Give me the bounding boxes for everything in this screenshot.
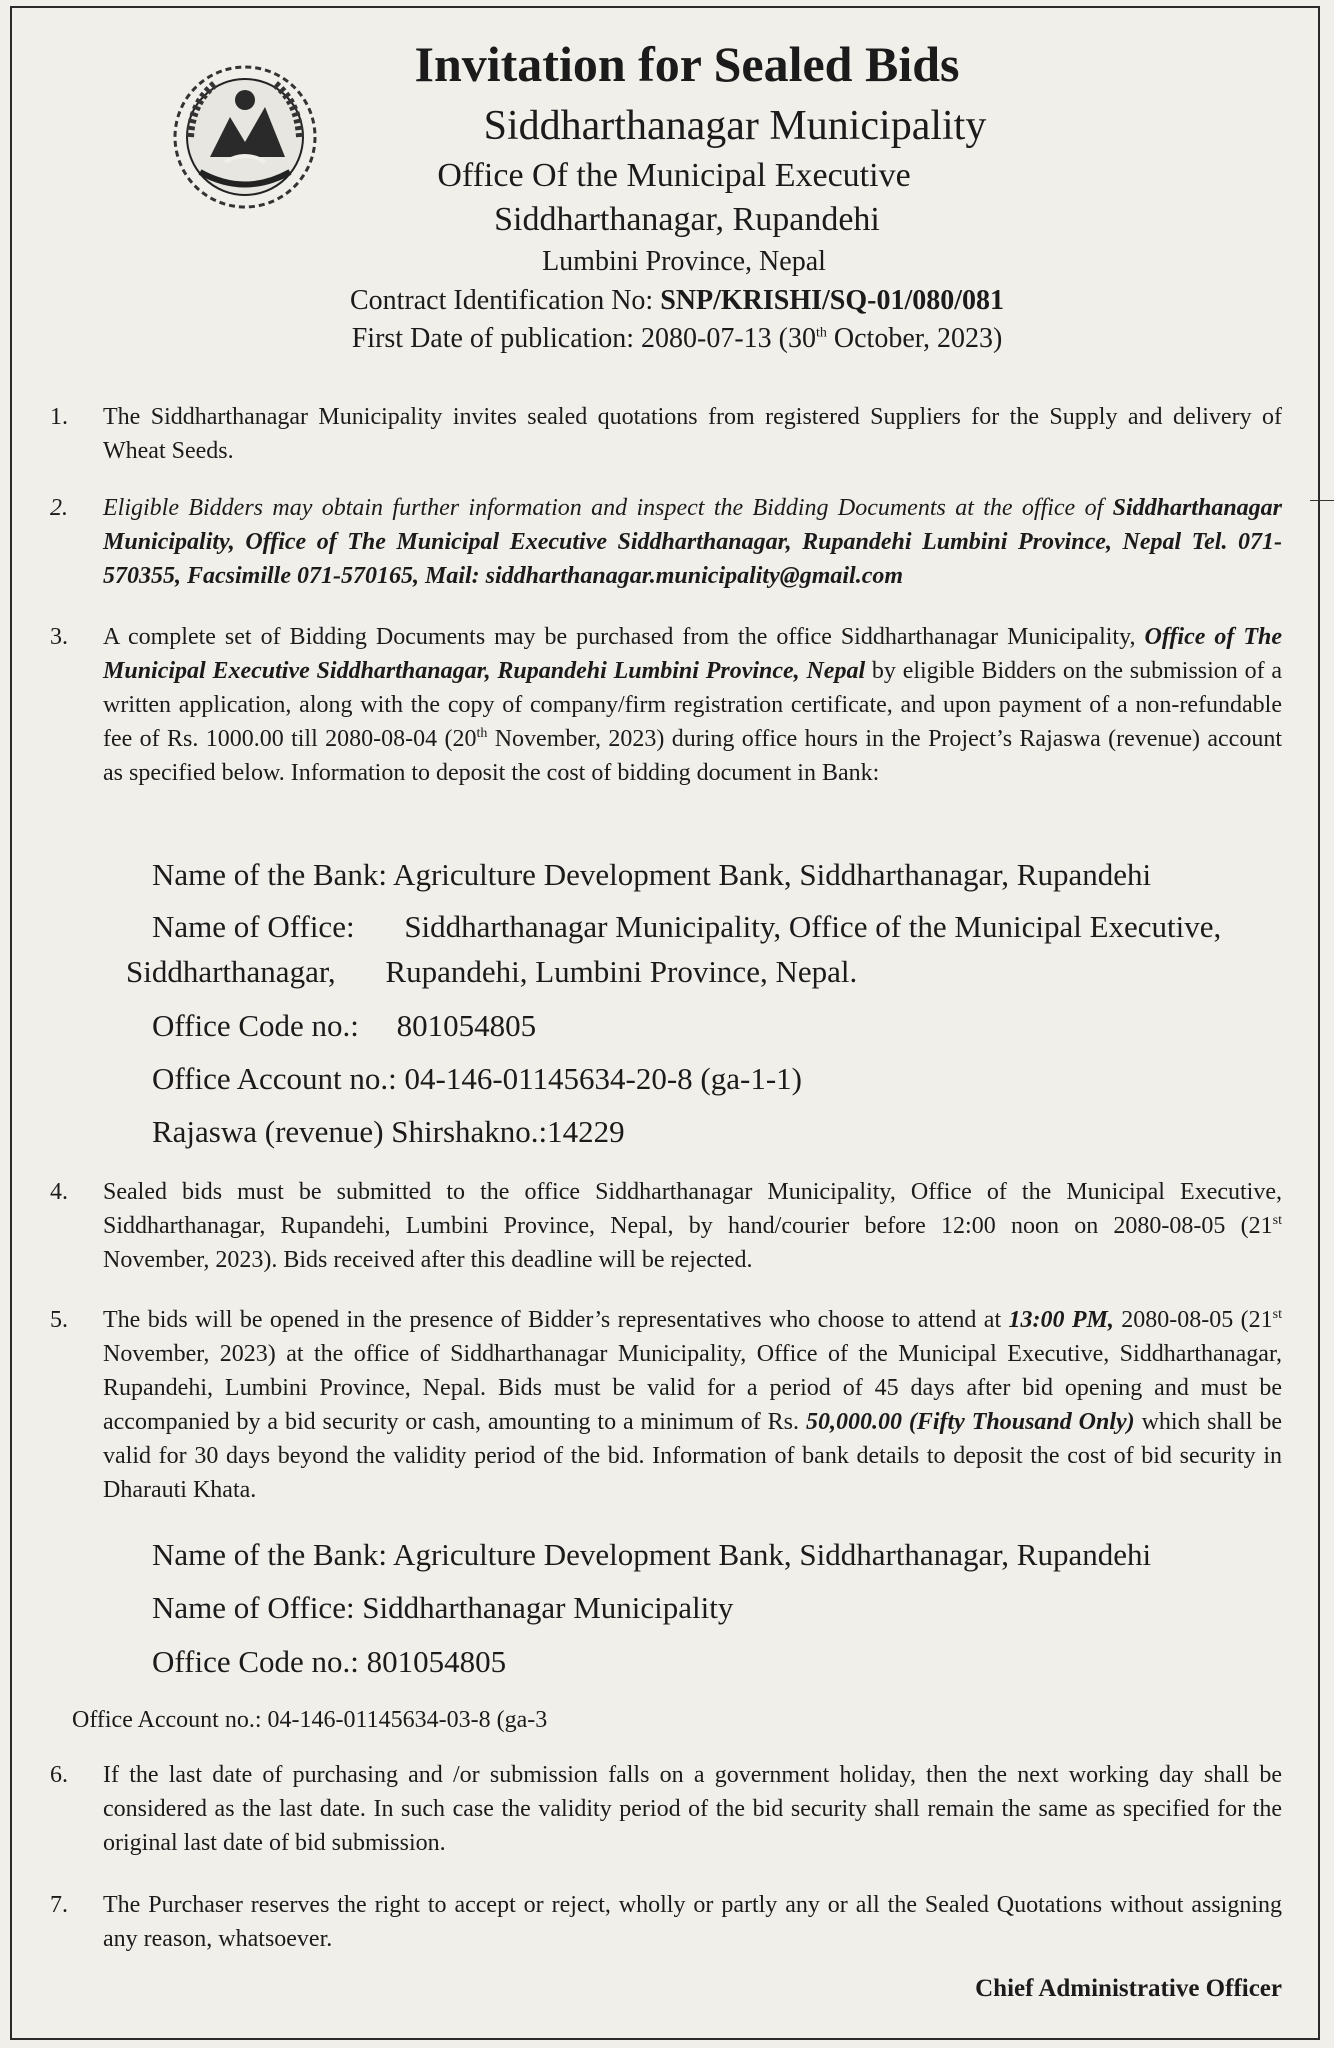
clause-text-part: which shall be valid for 30 days beyond the validity period of the bid. Information of bank details to deposit the cost of bid security in Dharauti Khata. <box>103 1409 1283 1503</box>
notice-header <box>0 30 1334 358</box>
bank1-office-value: Siddharthanagar Municipality, Office of the Municipal Executive, <box>404 909 1222 944</box>
bank2-code: Office Code no.: 801054805 <box>152 1644 507 1679</box>
clause-text-bold-italic: Siddharthanagar Municipality, Office of The Municipal Executive Siddharthanagar, Rupandehi Lumbini Province, Nepal Tel. 071-570355, Facsimille 071-570165, Mail: siddharthanagar.municipality@gmail.com <box>103 495 1282 589</box>
clause-sup: st <box>1272 1307 1283 1322</box>
clause-1 <box>50 400 1282 468</box>
clause-text-part: November, 2023) at the office of Siddharthanagar Municipality, Office of the Municipal Executive, Siddharthanagar, Rupandehi, Lumbini Province, Nepal. Bids must be valid for a period of 45 days after bid opening and must be accompanied by a bid security or cash, amounting to a minimum of Rs. <box>103 1341 1282 1435</box>
clause-number: 7. <box>50 1892 68 1918</box>
municipality-name: Siddharthanagar Municipality <box>483 103 987 149</box>
notice-title: Invitation for Sealed Bids <box>414 36 960 92</box>
clause-text <box>103 1303 1282 1507</box>
clause-7 <box>50 1888 1282 1956</box>
clause-text-bold-italic: Office of The Municipal Executive Siddharthanagar, Rupandehi Lumbini Province, Nepal <box>103 624 1282 684</box>
clause-text-part: 2080-08-05 (21 <box>1121 1307 1273 1333</box>
contract-label: Contract Identification No: <box>349 285 654 316</box>
clause-text-part: The bids will be opened in the presence of Bidder’s representatives who choose to attend at <box>103 1307 1002 1333</box>
signature-title: Chief Administrative Officer <box>975 1975 1282 2002</box>
bank2-office: Name of Office: Siddharthanagar Municipality <box>152 1590 734 1625</box>
clause-6 <box>50 1758 1282 1860</box>
contract-id <box>20 282 1334 320</box>
publication-date-tail: October, 2023) <box>833 323 1003 354</box>
clause-sup: th <box>476 726 488 741</box>
clause-number: 4. <box>50 1179 68 1205</box>
clause-text-italic: Eligible Bidders may obtain further information and inspect the Bidding Documents at the office of <box>103 495 1104 521</box>
bank1-office <box>152 907 1292 947</box>
publication-date-sup: th <box>816 325 827 341</box>
clause-number: 5. <box>50 1307 68 1333</box>
bank1-office-line2b: Rupandehi, Lumbini Province, Nepal. <box>385 954 858 989</box>
publication-label: First Date of publication: <box>351 323 635 354</box>
clause-text <box>103 491 1282 593</box>
clause-text-part: Sealed bids must be submitted to the office Siddharthanagar Municipality, Office of the Municipal Executive, Siddharthanagar, Rupandehi, Lumbini Province, Nepal, by hand/courier before 12:00 noon on 2080-08-05 (21 <box>103 1179 1282 1239</box>
bank1-office-label: Name of Office: <box>152 909 355 944</box>
clause-5 <box>50 1303 1282 1507</box>
bank1-account: Office Account no.: 04-146-01145634-20-8 (ga-1-1) <box>152 1061 802 1096</box>
bank2-name: Name of the Bank: Agriculture Development Bank, Siddharthanagar, Rupandehi <box>152 1537 1152 1572</box>
clause-text-part: November, 2023). Bids received after this deadline will be rejected. <box>103 1247 753 1273</box>
clause-text: If the last date of purchasing and /or submission falls on a government holiday, then the next working day shall be considered as the last date. In such case the validity period of the bid security shall remain the same as specified for the original last date of bid submission. <box>103 1762 1282 1856</box>
contract-number: SNP/KRISHI/SQ-01/080/081 <box>660 285 1005 316</box>
publication-date-value: 2080-07-13 (30 <box>641 323 816 354</box>
bank1-code-label: Office Code no.: <box>152 1008 359 1043</box>
clause-sup: st <box>1272 1213 1282 1228</box>
clause-number: 3. <box>50 624 68 650</box>
clause-text-part: November, 2023) during office hours in the Project’s Rajaswa (revenue) account as specified below. Information to deposit the cost of bidding document in Bank: <box>103 726 1283 786</box>
clause-number: 2. <box>50 495 68 521</box>
office-place: Siddharthanagar, Rupandehi <box>494 201 880 238</box>
clause-text-part: A complete set of Bidding Documents may be purchased from the office Siddharthanagar Municipality, <box>103 624 1136 650</box>
clause-3 <box>50 620 1282 790</box>
bank1-code <box>152 1006 1292 1046</box>
clause-amount: 50,000.00 (Fifty Thousand Only) <box>805 1409 1135 1435</box>
bank1-office-line2 <box>126 952 1266 992</box>
clause-text <box>103 1175 1282 1277</box>
clause-text: The Purchaser reserves the right to accept or reject, wholly or partly any or all the Sealed Quotations without assigning any reason, whatsoever. <box>103 1892 1282 1952</box>
clause-text: The Siddharthanagar Municipality invites sealed quotations from registered Suppliers for the Supply and delivery of Wheat Seeds. <box>103 404 1282 464</box>
publication-date <box>20 320 1334 358</box>
clause-number: 1. <box>50 404 68 430</box>
bank1-code-value: 801054805 <box>396 1008 537 1043</box>
clause-text <box>103 620 1282 790</box>
office-province: Lumbini Province, Nepal <box>542 246 826 277</box>
bank2-account: Office Account no.: 04-146-01145634-03-8 (ga-3 <box>72 1707 548 1733</box>
clause-text-part: by eligible Bidders on the submission of a written application, along with the copy of company/firm registration certificate, and upon payment of a non-refundable fee of Rs. 1000.00 till 2080-08-04 (20 <box>103 658 1282 752</box>
clause-4 <box>50 1175 1282 1277</box>
clause-number: 6. <box>50 1762 68 1788</box>
bank1-rajaswa: Rajaswa (revenue) Shirshakno.:14229 <box>152 1114 625 1149</box>
bank1-office-line2a: Siddharthanagar, <box>126 954 336 989</box>
clause-time: 13:00 PM, <box>1008 1307 1114 1333</box>
edge-mark <box>1310 500 1334 501</box>
clause-2 <box>50 491 1282 593</box>
office-name: Office Of the Municipal Executive <box>437 157 911 194</box>
bank1-name: Name of the Bank: Agriculture Development Bank, Siddharthanagar, Rupandehi <box>152 857 1152 892</box>
